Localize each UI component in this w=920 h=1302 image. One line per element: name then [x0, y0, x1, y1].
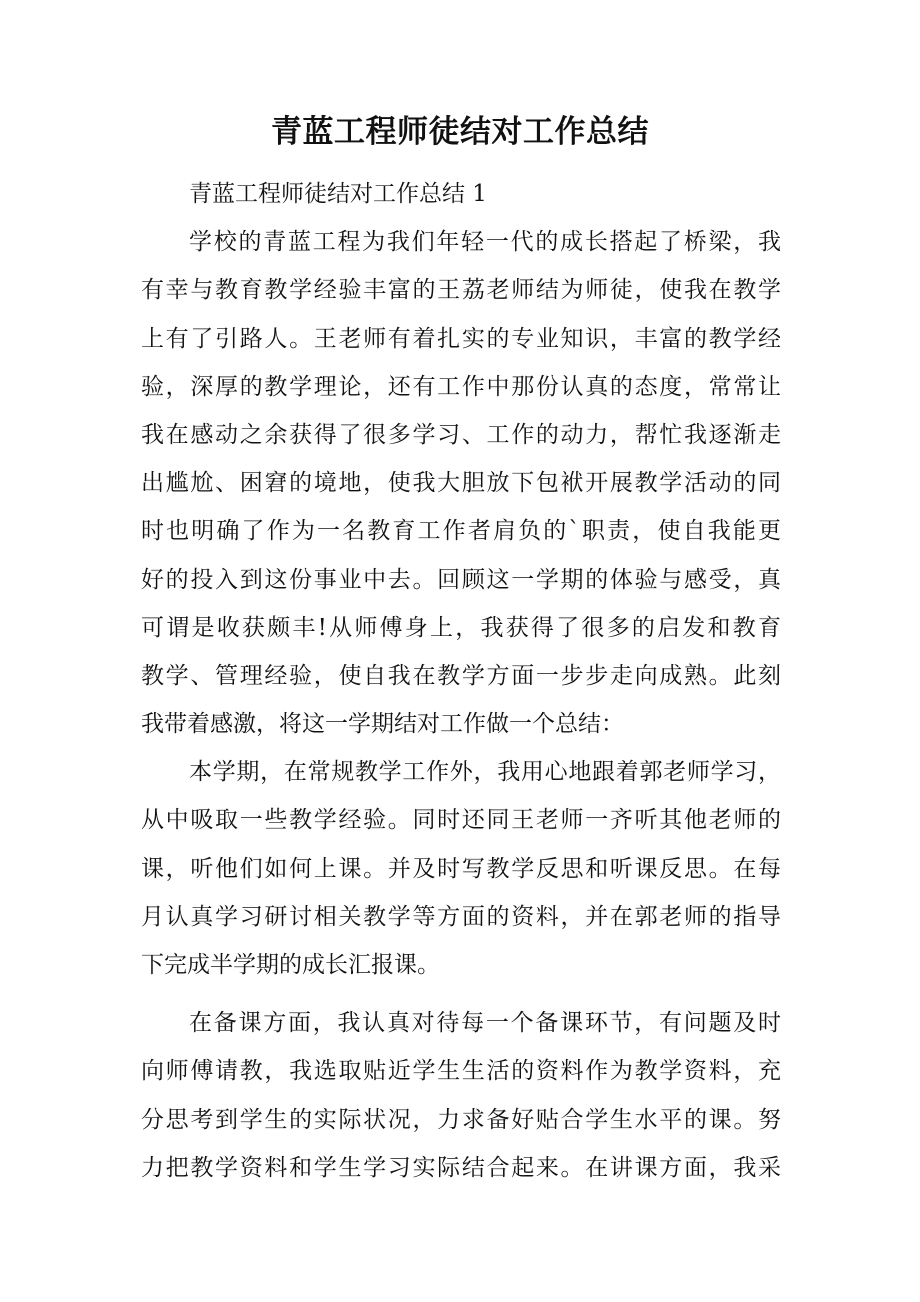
text-line: 可谓是收获颇丰!从师傅身上，我获得了很多的启发和教育: [141, 614, 781, 641]
document-title: 青蓝工程师徒结对工作总结: [271, 114, 649, 150]
text-line: 时也明确了作为一名教育工作者肩负的`职责，使自我能更: [141, 518, 781, 545]
text-line: 向师傅请教，我选取贴近学生生活的资料作为教学资料，充: [141, 1058, 781, 1085]
text-line: 月认真学习研讨相关教学等方面的资料，并在郭老师的指导: [141, 903, 781, 930]
text-line: 学校的青蓝工程为我们年轻一代的成长搭起了桥梁，我: [189, 229, 781, 256]
paragraph-2: [141, 748, 781, 989]
paragraph-3: [141, 999, 781, 1192]
text-line: 我在感动之余获得了很多学习、工作的动力，帮忙我逐渐走: [141, 421, 781, 448]
text-line: 有幸与教育教学经验丰富的王荔老师结为师徒，使我在教学: [141, 277, 781, 304]
text-line: 本学期，在常规教学工作外，我用心地跟着郭老师学习，: [189, 759, 781, 786]
document-body: [141, 170, 781, 1192]
text-line: 从中吸取一些教学经验。同时还同王老师一齐听其他老师的: [141, 807, 781, 834]
text-line: 我带着感激，将这一学期结对工作做一个总结：: [141, 711, 624, 738]
text-line: 教学、管理经验，使自我在教学方面一步步走向成熟。此刻: [141, 662, 781, 689]
text-line: 验，深厚的教学理论，还有工作中那份认真的态度，常常让: [141, 373, 781, 400]
text-line: 上有了引路人。王老师有着扎实的专业知识，丰富的教学经: [141, 325, 781, 352]
text-line: 下完成半学期的成长汇报课。: [141, 952, 440, 978]
text-line: 好的投入到这份事业中去。回顾这一学期的体验与感受，真: [141, 566, 781, 593]
text-line: 力把教学资料和学生学习实际结合起来。在讲课方面，我采: [141, 1154, 781, 1181]
paragraph-spacer: [141, 989, 781, 999]
text-line: 分思考到学生的实际状况，力求备好贴合学生水平的课。努: [141, 1106, 781, 1133]
text-line: 课，听他们如何上课。并及时写教学反思和听课反思。在每: [141, 855, 781, 882]
section-heading: 青蓝工程师徒结对工作总结 1: [189, 181, 487, 207]
text-line: 出尴尬、困窘的境地，使我大胆放下包袱开展教学活动的同: [141, 470, 781, 497]
paragraph-1: [141, 218, 781, 748]
text-line: 在备课方面，我认真对待每一个备课环节，有问题及时: [189, 1010, 781, 1037]
